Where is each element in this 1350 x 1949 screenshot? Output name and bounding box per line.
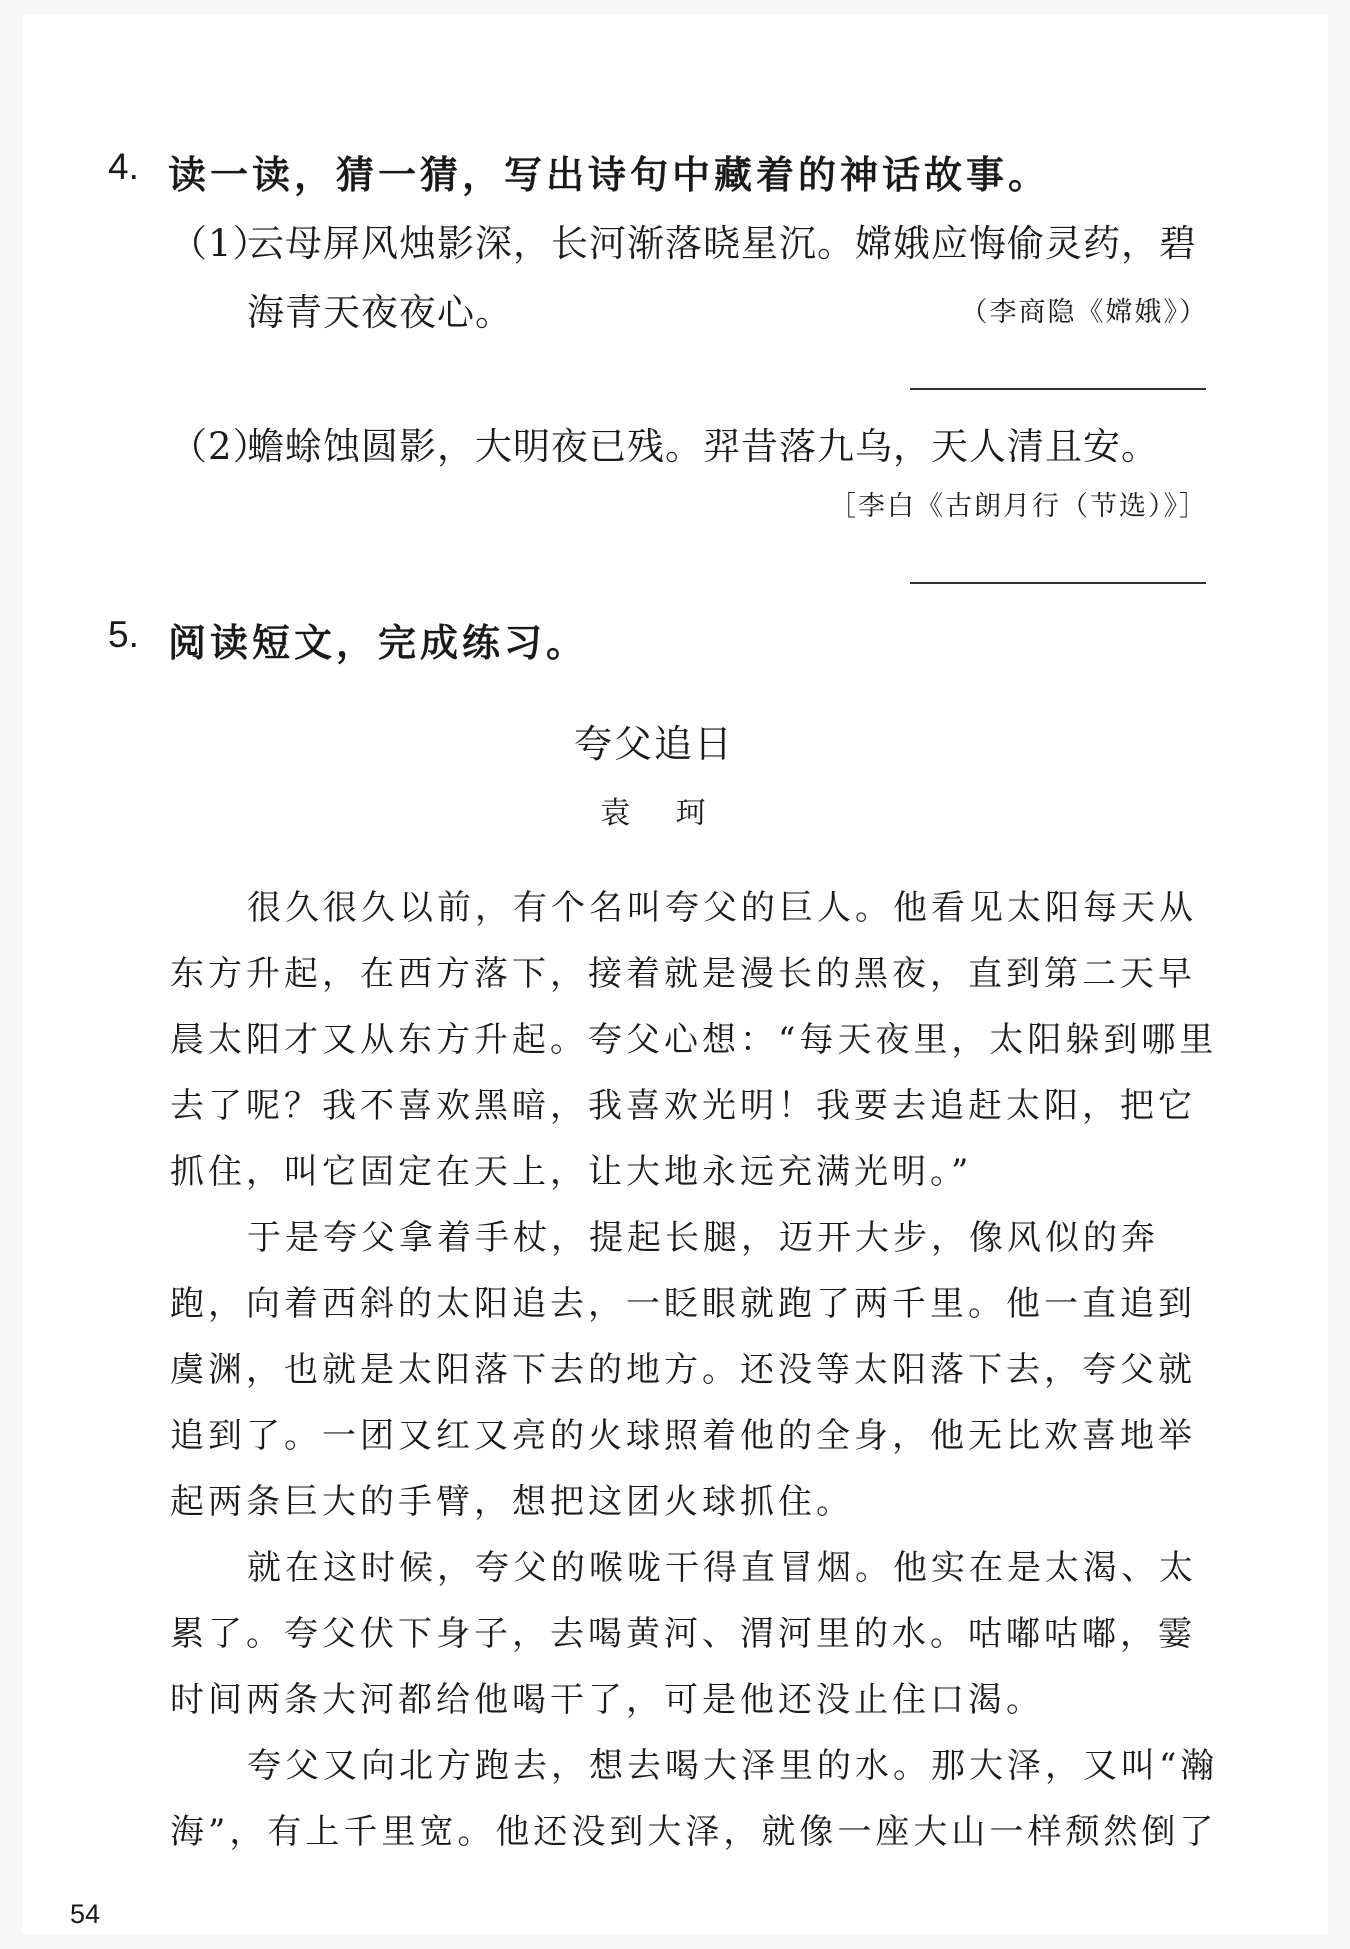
q4-number: 4. (108, 146, 139, 187)
story-line: 跑，向着西斜的太阳追去，一眨眼就跑了两千里。他一直追到 (170, 1284, 1196, 1324)
q5-number: 5. (108, 614, 139, 655)
story-line: 累了。夸父伏下身子，去喝黄河、渭河里的水。咕嘟咕嘟，霎 (170, 1614, 1196, 1654)
story-line: 追到了。一团又红又亮的火球照着他的全身，他无比欢喜地举 (170, 1416, 1196, 1456)
q4-title: 读一读，猜一猜，写出诗句中藏着的神话故事。 (168, 153, 1051, 197)
story-line: 于是夸父拿着手杖，提起长腿，迈开大步，像风似的奔 (247, 1218, 1159, 1258)
story-line: 海”，有上千里宽。他还没到大泽，就像一座大山一样颓然倒了 (170, 1812, 1218, 1852)
story-line: 很久很久以前，有个名叫夸父的巨人。他看见太阳每天从 (247, 888, 1197, 928)
story-line: 起两条巨大的手臂，想把这团火球抓住。 (170, 1482, 854, 1522)
q4-item1-source: （李商隐《嫦娥》） (960, 297, 1208, 328)
story-line: 夸父又向北方跑去，想去喝大泽里的水。那大泽，又叫“瀚 (247, 1746, 1219, 1786)
story-line: 东方升起，在西方落下，接着就是漫长的黑夜，直到第二天早 (170, 954, 1196, 994)
story-line: 虞渊，也就是太阳落下去的地方。还没等太阳落下去，夸父就 (170, 1350, 1196, 1390)
story-line: 去了呢？我不喜欢黑暗，我喜欢光明！我要去追赶太阳，把它 (170, 1086, 1196, 1126)
story-title: 夸父追日 (573, 722, 734, 766)
q4-item2-line1: 蟾蜍蚀圆影，大明夜已残。羿昔落九乌，天人清且安。 (247, 425, 1159, 468)
q4-item2-answer-line[interactable] (910, 582, 1206, 584)
q5-title: 阅读短文，完成练习。 (168, 621, 589, 665)
q4-item1-line1: 云母屏风烛影深，长河渐落晓星沉。嫦娥应悔偷灵药，碧 (247, 222, 1197, 265)
q4-item1-line2: 海青天夜夜心。 (247, 291, 513, 334)
q4-item2-label: （2） (170, 425, 271, 468)
story-line: 晨太阳才又从东方升起。夸父心想：“每天夜里，太阳躲到哪里 (170, 1020, 1218, 1060)
story-line: 抓住，叫它固定在天上，让大地永远充满光明。” (170, 1152, 973, 1192)
story-line: 时间两条大河都给他喝干了，可是他还没止住口渴。 (170, 1680, 1044, 1720)
page-number: 54 (70, 1899, 101, 1929)
story-author: 袁 珂 (600, 796, 724, 831)
q4-item1-answer-line[interactable] (910, 388, 1206, 390)
story-line: 就在这时候，夸父的喉咙干得直冒烟。他实在是太渴、太 (247, 1548, 1197, 1588)
q4-item1-label: （1） (170, 222, 271, 265)
q4-item2-source: ［李白《古朗月行（节选）》］ (829, 491, 1208, 522)
